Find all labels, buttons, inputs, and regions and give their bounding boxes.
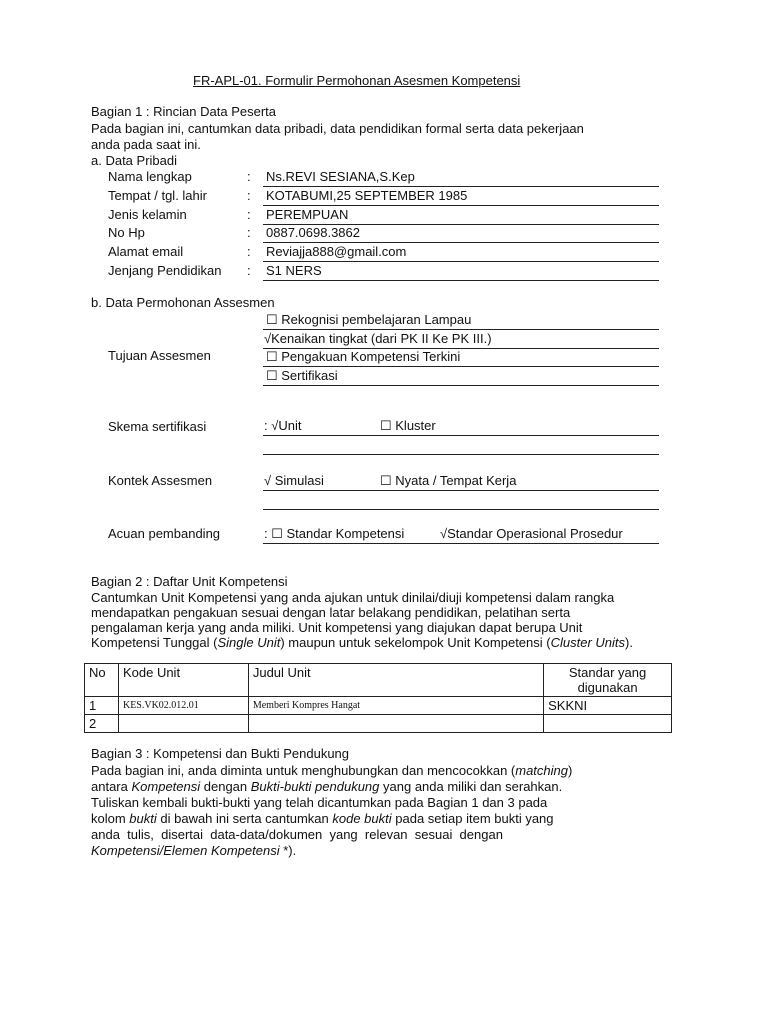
table-row xyxy=(85,715,672,733)
unit-table xyxy=(84,663,672,733)
text-fragment-italic: bukti xyxy=(129,811,157,826)
tujuan-option-pengakuan[interactable]: ☐ Pengakuan Kompetensi Terkini xyxy=(266,349,461,364)
text-fragment: pada setiap item bukti yang xyxy=(391,811,554,826)
text-fragment-italic: Bukti-bukti pendukung xyxy=(250,779,380,794)
option-underline xyxy=(263,454,659,455)
section2-paragraph-line4 xyxy=(91,635,633,650)
field-underline xyxy=(263,261,659,262)
text-fragment: Kompetensi Tunggal ( xyxy=(91,635,218,650)
cell-standar[interactable]: SKKNI xyxy=(544,697,672,715)
option-underline xyxy=(263,543,659,544)
text-fragment: kolom xyxy=(91,811,130,826)
field-colon: : xyxy=(247,244,251,259)
cell-no: 1 xyxy=(85,697,119,715)
text-fragment-italic: Kompetensi xyxy=(131,779,201,794)
acuan-label: Acuan pembanding xyxy=(108,526,221,541)
table-header-row xyxy=(85,664,672,697)
field-label-no-hp: No Hp xyxy=(108,225,145,240)
acuan-option-standar-kompetensi[interactable]: : ☐ Standar Kompetensi xyxy=(264,526,405,541)
cell-no: 2 xyxy=(85,715,119,733)
text-fragment: di bawah ini serta cantumkan xyxy=(156,811,333,826)
acuan-option-sop[interactable]: √Standar Operasional Prosedur xyxy=(440,526,623,541)
section1-intro-line1: Pada bagian ini, cantumkan data pribadi, data pendidikan formal serta data pekerjaan xyxy=(91,121,584,136)
header-standar: Standar yang digunakan xyxy=(544,664,672,697)
skema-option-unit[interactable]: : √Unit xyxy=(264,418,302,433)
field-underline xyxy=(263,205,659,206)
cell-judul-unit[interactable] xyxy=(248,715,543,733)
option-underline xyxy=(263,509,659,510)
sub-heading-a: a. Data Pribadi xyxy=(91,153,177,168)
tujuan-option-rpl[interactable]: ☐ Rekognisi pembelajaran Lampau xyxy=(266,312,472,327)
field-label-jenis-kelamin: Jenis kelamin xyxy=(108,207,187,222)
section3-line3: Tuliskan kembali bukti-bukti yang telah dicantumkan pada Bagian 1 dan 3 pada xyxy=(91,795,548,810)
text-fragment: ) maupun untuk sekelompok Unit Kompetensi ( xyxy=(280,635,551,650)
option-underline xyxy=(263,366,659,367)
text-fragment-italic: Kompetensi/Elemen Kompetensi xyxy=(91,843,280,858)
text-fragment: antara xyxy=(91,779,132,794)
section3-heading: Bagian 3 : Kompetensi dan Bukti Pendukung xyxy=(91,746,350,761)
section2-paragraph-line1: Cantumkan Unit Kompetensi yang anda ajukan untuk dinilai/diuji kompetensi dalam rangka xyxy=(91,590,615,605)
field-value-jenjang[interactable]: S1 NERS xyxy=(266,263,322,278)
cell-judul-unit[interactable]: Memberi Kompres Hangat xyxy=(248,697,543,715)
cell-standar[interactable] xyxy=(544,715,672,733)
kontek-option-simulasi[interactable]: √ Simulasi xyxy=(264,473,324,488)
section1-intro-line2: anda pada saat ini. xyxy=(91,137,201,152)
field-value-jenis-kelamin[interactable]: PEREMPUAN xyxy=(266,207,349,222)
field-underline xyxy=(263,242,659,243)
field-label-jenjang: Jenjang Pendidikan xyxy=(108,263,222,278)
field-value-ttl[interactable]: KOTABUMI,25 SEPTEMBER 1985 xyxy=(266,188,468,203)
skema-option-kluster[interactable]: ☐ Kluster xyxy=(380,418,436,433)
section2-heading: Bagian 2 : Daftar Unit Kompetensi xyxy=(91,574,288,589)
section3-line5: anda tulis, disertai data-data/dokumen yang relevan sesuai dengan xyxy=(91,827,503,842)
option-underline xyxy=(263,385,659,386)
header-judul-unit: Judul Unit xyxy=(248,664,543,697)
field-label-nama: Nama lengkap xyxy=(108,169,192,184)
field-underline xyxy=(263,280,659,281)
field-underline xyxy=(263,186,659,187)
skema-label: Skema sertifikasi xyxy=(108,419,207,434)
tujuan-option-kenaikan[interactable]: √Kenaikan tingkat (dari PK II Ke PK III.) xyxy=(264,331,492,346)
form-title: FR-APL-01. Formulir Permohonan Asesmen Kompetensi xyxy=(193,73,521,88)
text-fragment: yang anda miliki dan serahkan. xyxy=(379,779,563,794)
field-label-email: Alamat email xyxy=(108,244,184,259)
field-colon: : xyxy=(247,263,251,278)
sub-heading-b: b. Data Permohonan Assesmen xyxy=(91,295,275,310)
option-underline xyxy=(263,435,659,436)
text-fragment: *). xyxy=(279,843,297,858)
text-fragment-italic: Single Unit xyxy=(217,635,281,650)
text-fragment-italic: kode bukti xyxy=(332,811,392,826)
tujuan-label: Tujuan Assesmen xyxy=(108,348,211,363)
cell-kode-unit[interactable]: KES.VK02.012.01 xyxy=(118,697,248,715)
text-fragment: ) xyxy=(568,763,573,778)
text-fragment: Pada bagian ini, anda diminta untuk menghubungkan dan mencocokkan ( xyxy=(91,763,516,778)
text-fragment: dengan xyxy=(200,779,251,794)
section3-line2 xyxy=(91,779,562,794)
text-fragment: ). xyxy=(625,635,633,650)
field-label-ttl: Tempat / tgl. lahir xyxy=(108,188,207,203)
text-fragment-italic: matching xyxy=(515,763,568,778)
field-colon: : xyxy=(247,188,251,203)
table-row xyxy=(85,697,672,715)
section1-heading: Bagian 1 : Rincian Data Peserta xyxy=(91,104,276,119)
option-underline xyxy=(263,329,659,330)
field-value-no-hp[interactable]: 0887.0698.3862 xyxy=(266,225,360,240)
text-fragment-italic: Cluster Units xyxy=(550,635,626,650)
field-value-nama[interactable]: Ns.REVI SESIANA,S.Kep xyxy=(266,169,415,184)
option-underline xyxy=(263,490,659,491)
section2-paragraph-line3: pengalaman kerja yang anda miliki. Unit kompetensi yang diajukan dapat berupa Unit xyxy=(91,620,583,635)
section3-line1 xyxy=(91,763,572,778)
cell-kode-unit[interactable] xyxy=(118,715,248,733)
kontek-label: Kontek Assesmen xyxy=(108,473,213,488)
field-colon: : xyxy=(247,225,251,240)
field-colon: : xyxy=(247,169,251,184)
field-colon: : xyxy=(247,207,251,222)
section3-line4 xyxy=(91,811,554,826)
kontek-option-nyata[interactable]: ☐ Nyata / Tempat Kerja xyxy=(380,473,517,488)
field-value-email[interactable]: Reviajja888@gmail.com xyxy=(266,244,407,259)
header-kode-unit: Kode Unit xyxy=(118,664,248,697)
header-no: No xyxy=(85,664,119,697)
tujuan-option-sertifikasi[interactable]: ☐ Sertifikasi xyxy=(266,368,338,383)
section3-line6 xyxy=(91,843,296,858)
section2-paragraph-line2: mendapatkan pengakuan sesuai dengan latar belakang pendidikan, pelatihan serta xyxy=(91,605,571,620)
